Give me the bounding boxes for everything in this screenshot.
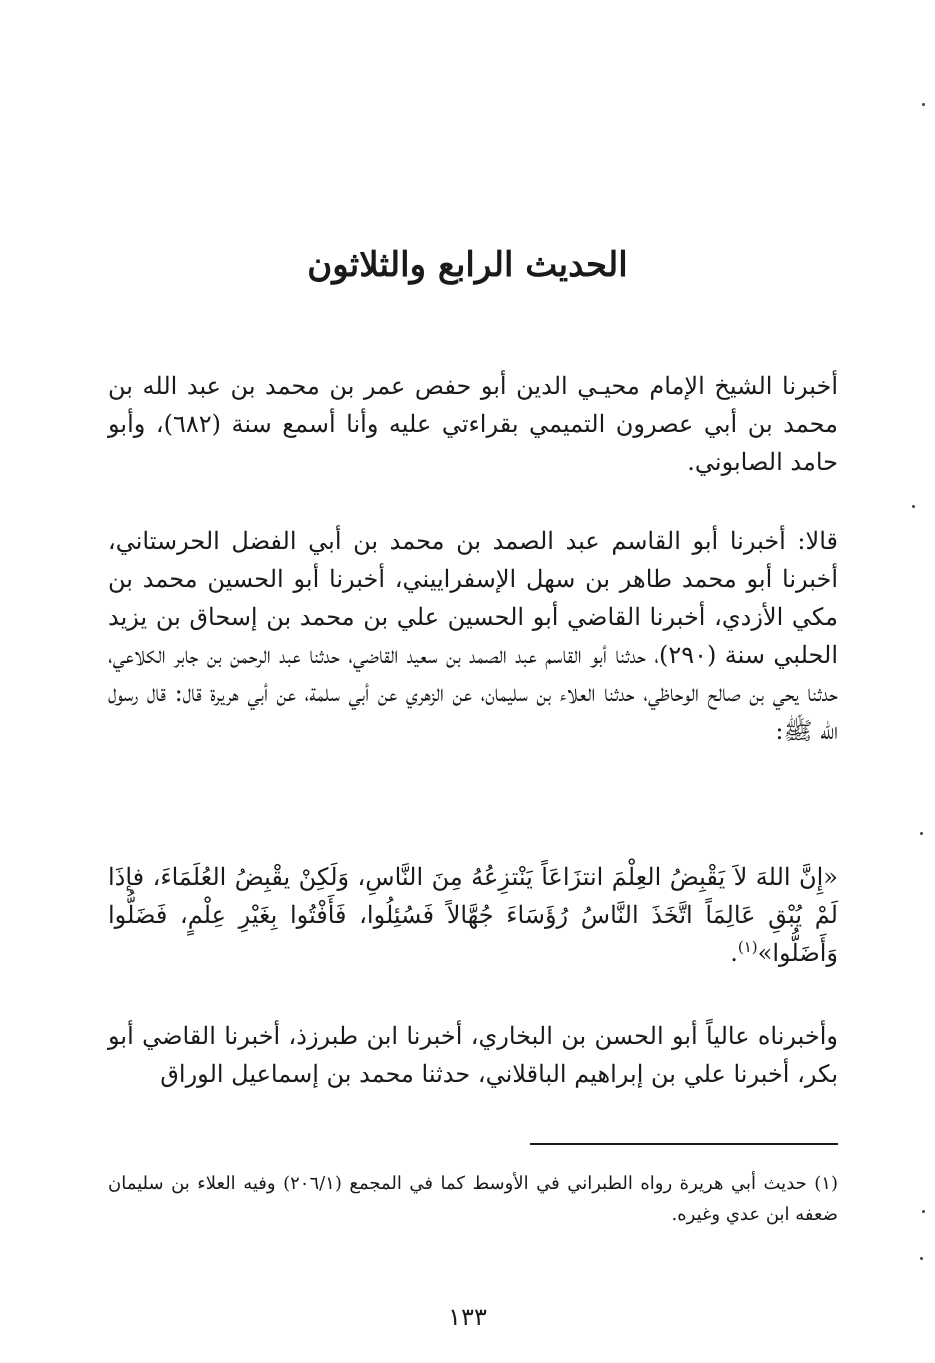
- hadith-end-mark: .: [730, 939, 738, 967]
- paragraph-chain-narration: قالا: أخبرنا أبو القاسم عبد الصمد بن محمد بن أبي الفضل الحرستاني، أخبرنا أبو محمد طاهر بن سهل الإسفراييني، أخبرنا أبو الحسين محمد بن مكي الأزدي، أخبرنا القاضي أبو الحسين علي بن محمد بن إسحاق بن يزيد الحلبي سنة (٢٩٠)، حدثنا أبو القاسم عبد الصمد بن سعيد القاضي، حدثنا عبد الرحمن بن جابر الكلاعي، حدثنا يحي بن صالح الوحاظي، حدثنا العلاء بن سليمان، عن الزهري عن أبي سلمة، عن أبي هريرة قال: قال رسول الله ﷺ:: [108, 527, 838, 745]
- hadith-text: «إِنَّ اللهَ لاَ يَقْبِضُ العِلْمَ انتزَاعَاً يَنْتزِعُهُ مِنَ النَّاسِ، وَلَكِنْ يقْبِضُ العُلَمَاءَ، فإذَا لَمْ يُبْقِ عَالِمَاً اتَّخَذَ النَّاسُ رُؤَسَاءَ جُهَّالاً فَسُئِلُوا، فَأَفْتُوا بِغَيْرِ عِلْمٍ، فَضَلُّوا وَأَضَلُّوا»: [108, 863, 838, 967]
- scan-speck: [922, 103, 925, 106]
- hadith-title: الحديث الرابع والثلاثون: [307, 245, 628, 285]
- scan-speck: [912, 505, 915, 508]
- paragraph-alternate-chain: وأخبرناه عالياً أبو الحسن بن البخاري، أخبرنا ابن طبرزذ، أخبرنا القاضي أبو بكر، أخبرنا علي بن إبراهيم الباقلاني، حدثنا محمد بن إسماعيل الوراق: [108, 1022, 838, 1088]
- scan-speck: [920, 1257, 923, 1260]
- scan-speck: [920, 832, 923, 835]
- page-number: ١٣٣: [448, 1303, 487, 1331]
- paragraph-hadith-text: [108, 858, 838, 972]
- footnote-reference[interactable]: (١): [737, 938, 758, 956]
- paragraph-chain-intro: أخبرنا الشيخ الإمام محيـي الدين أبو حفص عمر بن محمد بن عبد الله بن محمد بن أبي عصرون التميمي بقراءتي عليه وأنا أسمع سنة (٦٨٢)، وأبو حامد الصابوني.: [108, 372, 838, 476]
- footnote-divider: [530, 1143, 838, 1145]
- scan-speck: [922, 1210, 925, 1213]
- footnote: (١) حديث أبي هريرة رواه الطبراني في الأوسط كما في المجمع (٢٠٦/١) وفيه العلاء بن سليمان ضعفه ابن عدي وغيره.: [108, 1173, 838, 1225]
